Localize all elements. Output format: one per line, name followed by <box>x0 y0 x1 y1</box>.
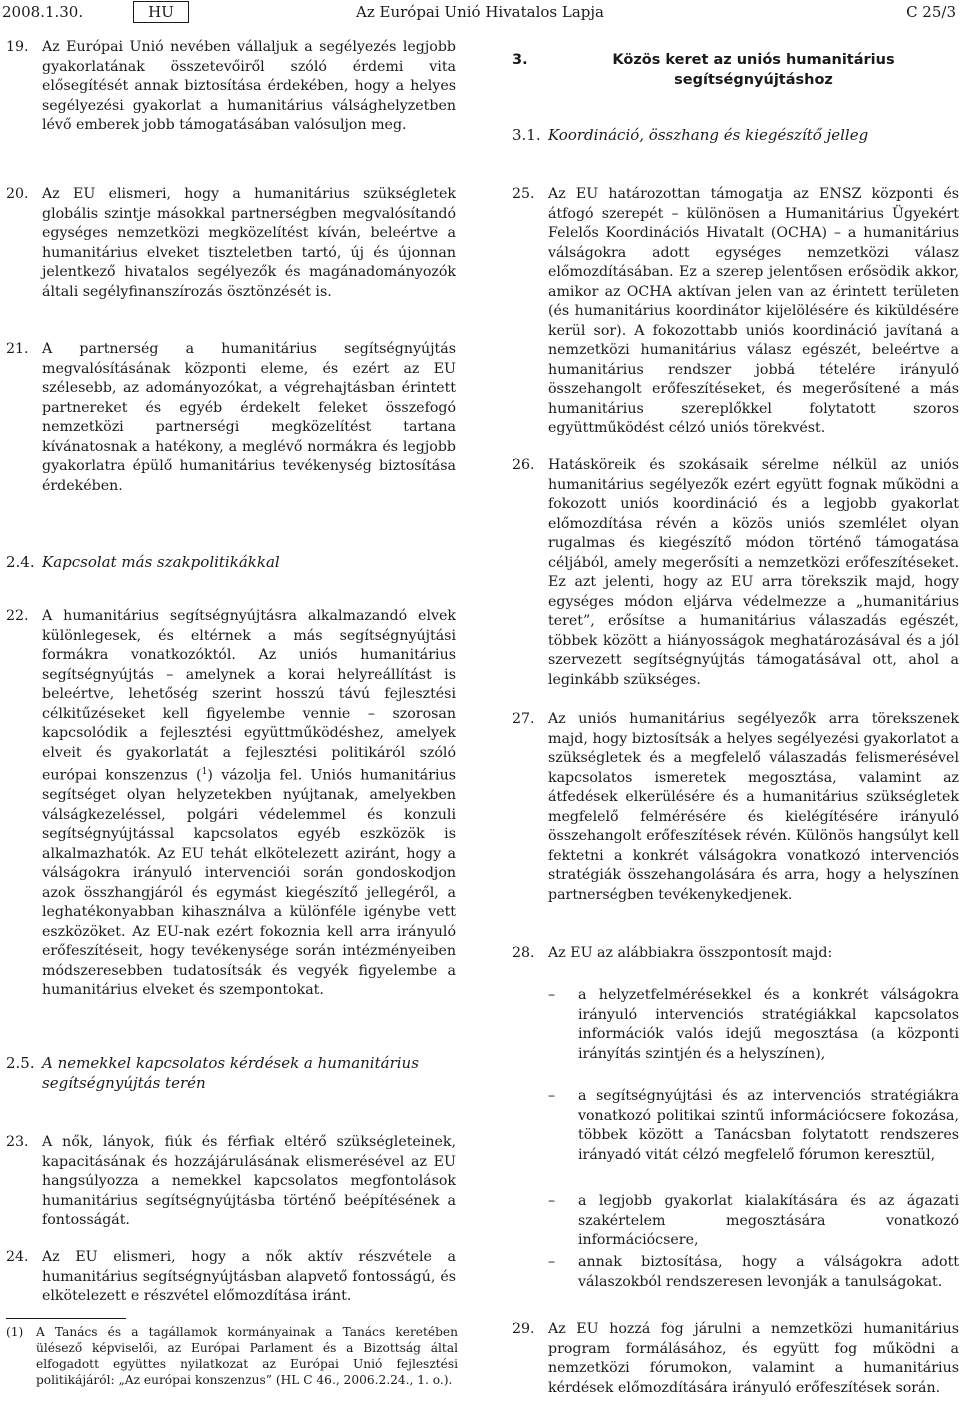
footnote-text: A Tanács és a tagállamok kormányainak a Tanács keretében ülésező képviselői, az Európai Parlament és a Bizottság által elfogadott együttes nyilatkozat az Európai Unió fejlesztési politikájáról: „Az európai konszenzus” (HL C 46., 2006.2.24., 1. o.). <box>36 1325 458 1387</box>
paragraph-19 <box>6 38 456 136</box>
paragraph-number: 24. <box>6 1249 29 1265</box>
section-number: 3.1. <box>512 126 541 144</box>
section-heading-3-1 <box>512 125 959 145</box>
paragraph-number: 26. <box>512 457 535 473</box>
section-number: 2.4. <box>6 553 35 571</box>
list-item-text: a helyzetfelmérésekkel és a konkrét válságokra irányuló intervenciós stratégiákkal kapcsolatos információk valós idejű megosztása (a központi irányítás szintjén és a helyszínen), <box>578 987 959 1062</box>
publication-date: 2008.1.30. <box>2 3 84 21</box>
paragraph-text: Hatásköreik és szokásaik sérelme nélkül az uniós humanitárius segélyezők ezért együtt fognak működni a fokozott uniós koordináció és a legjobb gyakorlat előmozdítása révén a közös uniós szemlélet olyan rugalmas és kiegészítő módon történő támogatása céljából, amely megerősíti a nemzetközi erőfeszítéseket. Ez azt jelenti, hogy az EU arra törekszik majd, hogy egységes módon eljárva védelmezze a „humanitárius teret”, erősítse a humanitárius válaszadás egészét, többek között a hiányosságok meghatározásával és a jól szervezett segítségnyújtás támogatásával ott, ahol a leginkább szükséges. <box>548 457 959 688</box>
list-item-4 <box>548 1253 959 1292</box>
list-dash: – <box>548 1193 556 1209</box>
paragraph-text: Az EU az alábbiakra összpontosít majd: <box>548 945 833 961</box>
paragraph-number: 23. <box>6 1134 29 1150</box>
section-number: 2.5. <box>6 1054 35 1072</box>
paragraph-text: A partnerség a humanitárius segítségnyújtás megvalósításának központi eleme, és ezért az EU szélesebb, az adományozókat, a végrehajtásban érintett partnereket és egyéb érdekelt feleket összefogó nemzetközi partnerségi megközelítést tartana kívánatosnak a hatékony, a meglévő normákra és legjobb gyakorlatra épülő humanitárius tevékenység biztosítása érdekében. <box>42 341 456 494</box>
paragraph-24 <box>6 1248 456 1307</box>
paragraph-text <box>42 607 456 1001</box>
paragraph-number: 27. <box>512 711 535 727</box>
journal-title: Az Európai Unió Hivatalos Lapja <box>356 3 604 21</box>
page-header <box>0 0 960 28</box>
section-title: Koordináció, összhang és kiegészítő jelleg <box>548 126 869 144</box>
list-item-3 <box>548 1192 959 1251</box>
footnote <box>6 1324 458 1388</box>
paragraph-28 <box>512 944 959 964</box>
list-dash: – <box>548 987 556 1003</box>
list-dash: – <box>548 1088 556 1104</box>
section-heading-2-5 <box>6 1053 456 1093</box>
section-title: Kapcsolat más szakpolitikákkal <box>42 553 280 571</box>
paragraph-text-part: A humanitárius segítségnyújtásra alkalmazandó elvek különlegesek, és eltérnek a más segítségnyújtási formákra vonatkozóktól. Az uniós humanitárius segítségnyújtás – amelynek a korai helyreállítást is beleértve, lehetőség szerint hosszú távú fejlesztési célkitűzéseket kell figyelembe vennie – szorosan kapcsolódik a fejlesztési együttműködéshez, amelyek elveit és gyakorlatát a fejlesztési politikáról szóló európai konszenzus ( <box>42 608 456 784</box>
page-number: C 25/3 <box>906 3 956 21</box>
paragraph-21 <box>6 340 456 496</box>
paragraph-23 <box>6 1133 456 1231</box>
section-title: Közös keret az uniós humanitárius segítségnyújtáshoz <box>612 52 895 88</box>
list-item-text: a segítségnyújtási és az intervenciós stratégiákra vonatkozó politikai szintű információcsere fokozása, többek között a Tanácsban folytatott rendszeres irányadó vitát célzó megfelelő fórumon keresztül, <box>578 1088 959 1163</box>
paragraph-text: Az uniós humanitárius segélyezők arra törekszenek majd, hogy biztosítsák a helyes segélyezési gyakorlatot a szükségletek és a megfelelő válaszadás felismerésével kapcsolatos ismeretek megosztása, valamint az átfedések elkerülésére és a humanitárius szükségletek megfelelő felmérésére és kielégítésére irányuló összehangolt erőfeszítések révén. Különös hangsúlyt kell fektetni a konkrét válságokra vonatkozó intervenciós stratégiák összehangolására és arra, hogy a helyszínen partnerségben tevékenykedjenek. <box>548 711 959 903</box>
paragraph-22 <box>6 607 456 1001</box>
paragraph-number: 22. <box>6 608 29 624</box>
section-heading-2-4 <box>6 552 456 572</box>
paragraph-text: Az EU határozottan támogatja az ENSZ központi és átfogó szerepét – különösen a Humanitárius Ügyekért Felelős Koordinációs Hivatalt (OCHA) – a humanitárius válságokra adott egységes nemzetközi válasz előmozdításában. Ez a szerep jelentősen erősödik akkor, amikor az OCHA aktívan jelen van az érintett területen (és humanitárius koordinátor kijelölésére és kiküldésére kerül sor). A fokozottabb uniós koordináció javítaná a nemzetközi humanitárius válasz egészét, beleértve a humanitárius rendszer jobbá tételére irányuló összehangolt erőfeszítéseket, és megerősítené a más humanitárius szereplőkkel folytatott szoros együttműködést célzó uniós törekvést. <box>548 186 959 436</box>
list-dash: – <box>548 1254 556 1270</box>
paragraph-number: 20. <box>6 186 29 202</box>
language-code-box: HU <box>133 1 189 23</box>
paragraph-text: Az EU elismeri, hogy a humanitárius szükségletek globális szintje másokkal partnerségben megvalósítandó egységes nemzetközi megközelítést kíván, beleértve a humanitárius elveket tiszteletben tartó, új és újonnan jelentkező hivatalos segélyezők és magánadományozók általi segélyfinanszírozás ösztönzését is. <box>42 186 456 300</box>
paragraph-number: 19. <box>6 39 29 55</box>
list-item-text: a legjobb gyakorlat kialakítására és az ágazati szakértelem megosztására vonatkozó információcsere, <box>578 1193 959 1248</box>
paragraph-text: Az EU elismeri, hogy a nők aktív részvétele a humanitárius segítségnyújtásban alapvető fontosságú, és elkötelezett e részvétel előmozdítása iránt. <box>42 1249 456 1304</box>
paragraph-20 <box>6 185 456 302</box>
footnote-separator <box>6 1318 126 1319</box>
paragraph-25 <box>512 185 959 439</box>
paragraph-text: Az Európai Unió nevében vállaljuk a segélyezés legjobb gyakorlatának összetevőiről szóló érdemi vita elősegítését annak biztosítása érdekében, hogy a helyes segélyezési gyakorlat a humanitárius válsághelyzetben lévő emberek jobb támogatásában valósuljon meg. <box>42 39 456 133</box>
paragraph-number: 28. <box>512 945 535 961</box>
paragraph-29 <box>512 1320 959 1398</box>
list-item-text: annak biztosítása, hogy a válságokra adott válaszokból rendszeresen levonják a tanulságokat. <box>578 1254 959 1290</box>
paragraph-27 <box>512 710 959 905</box>
paragraph-number: 21. <box>6 341 29 357</box>
list-item-2 <box>548 1087 959 1165</box>
paragraph-text: Az EU hozzá fog járulni a nemzetközi humanitárius program formálásához, és együtt fog működni a nemzetközi fórumokon, valamint a humanitárius kérdések előmozdítására irányuló erőfeszítések során. <box>548 1321 959 1396</box>
paragraph-number: 25. <box>512 186 535 202</box>
footnote-reference[interactable]: 1 <box>201 767 208 777</box>
paragraph-text: A nők, lányok, fiúk és férfiak eltérő szükségleteinek, kapacitásának és hozzájárulásának elismerésével az EU hangsúlyozza a nemekkel kapcsolatos megfontolások humanitárius segítségnyújtásba történő beépítésének a fontosságát. <box>42 1134 456 1228</box>
section-heading-3 <box>512 50 959 90</box>
paragraph-number: 29. <box>512 1321 535 1337</box>
paragraph-text-part: ) vázolja fel. Uniós humanitárius segítséget olyan helyzetekben nyújtanak, amelyekben válságkezeléssel, polgári védelemmel és konzuli segítségnyújtással kapcsolatos egyéb eszközök is alkalmazhatók. Az EU tehát elkötelezett aziránt, hogy a válságokra irányuló intervenciói során gondoskodjon azok összhangjáról és egymást kiegészítő jellegéről, a leghatékonyabban kihasználva a különféle igénybe vett eszközöket. Az EU-nak ezért fokoznia kell arra irányuló erőfeszítéseit, hogy tevékenysége során intézményeiben módszeresebben tudatosítsák és vegyék figyelembe a humanitárius elveket és szempontokat. <box>42 767 456 999</box>
footnote-number: (1) <box>6 1325 24 1339</box>
section-number: 3. <box>512 52 528 68</box>
paragraph-26 <box>512 456 959 690</box>
list-item-1 <box>548 986 959 1064</box>
section-title: A nemekkel kapcsolatos kérdések a humanitárius segítségnyújtás terén <box>42 1054 419 1092</box>
